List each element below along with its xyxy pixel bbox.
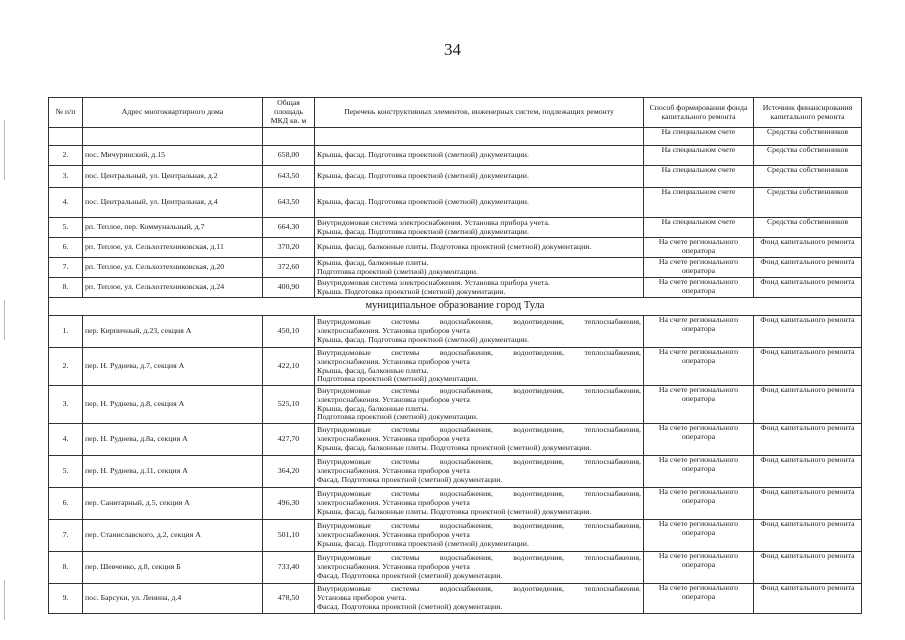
works-line: Крыша, фасад, балконные плиты. Подготовка проектной (сметной) документации. <box>317 507 592 516</box>
table-row <box>49 520 862 552</box>
table-row <box>49 386 862 424</box>
scan-margin-mark <box>4 580 5 620</box>
row-finance-source: Средства собственников <box>754 218 862 238</box>
row-number <box>49 128 83 146</box>
row-finance-source: Фонд капитального ремонта <box>754 424 862 456</box>
header-area: Общая площадь МКД кв. м <box>263 98 315 128</box>
row-works <box>315 128 644 146</box>
row-fund-method: На счете регионального оператора <box>644 348 754 386</box>
row-number: 4. <box>49 424 83 456</box>
works-line: электроснабжения. Установка приборов учета <box>317 395 470 404</box>
row-address: пос. Барсуки, ул. Ленина, д.4 <box>83 584 263 614</box>
row-address: пер. Н. Руднева, д.7, секция А <box>83 348 263 386</box>
row-fund-method: На счете регионального оператора <box>644 584 754 614</box>
section-title: муниципальное образование город Тула <box>49 298 862 316</box>
works-line: Крыша. Подготовка проектной (сметной) документации. <box>317 287 506 296</box>
works-line: Внутридомовые системы водоснабжения, водоотведения, теплоснабжения, <box>317 458 641 467</box>
table-row <box>49 456 862 488</box>
works-line: Крыша, фасад. Подготовка проектной (сметной) документации. <box>317 539 529 548</box>
row-area: 496,30 <box>263 488 315 520</box>
row-address: пос. Мичуринский, д.15 <box>83 146 263 166</box>
works-line: Установка приборов учета. <box>317 594 407 603</box>
row-finance-source: Фонд капитального ремонта <box>754 488 862 520</box>
works-line: Внутридомовые системы водоснабжения, водоотведения, теплоснабжения, <box>317 426 641 435</box>
table-row <box>49 552 862 584</box>
row-works <box>315 218 644 238</box>
row-number: 9. <box>49 584 83 614</box>
row-number: 6. <box>49 488 83 520</box>
row-address: пос. Центральный, ул. Центральная, д.4 <box>83 188 263 218</box>
row-area: 400,90 <box>263 278 315 298</box>
table-row <box>49 348 862 386</box>
row-works <box>315 552 644 584</box>
row-finance-source: Фонд капитального ремонта <box>754 386 862 424</box>
row-number: 2. <box>49 348 83 386</box>
works-line: Внутридомовые системы водоснабжения, водоотведения, теплоснабжения, <box>317 386 641 395</box>
table-row <box>49 166 862 188</box>
row-fund-method: На счете регионального оператора <box>644 488 754 520</box>
row-number: 5. <box>49 456 83 488</box>
works-line: Внутридомовые системы водоснабжения, водоотведения, теплоснабжения, <box>317 318 641 327</box>
row-finance-source: Фонд капитального ремонта <box>754 316 862 348</box>
row-area: 478,50 <box>263 584 315 614</box>
table-row <box>49 188 862 218</box>
row-address: пер. Станиславского, д.2, секция А <box>83 520 263 552</box>
row-works <box>315 188 644 218</box>
row-fund-method: На специальном счете <box>644 188 754 218</box>
row-fund-method: На счете регионального оператора <box>644 238 754 258</box>
row-finance-source: Фонд капитального ремонта <box>754 238 862 258</box>
works-line: Крыша, фасад, балконные плиты. <box>317 404 429 413</box>
row-works <box>315 456 644 488</box>
works-line: Крыша, фасад, балконные плиты. <box>317 366 429 375</box>
row-area: 643,50 <box>263 166 315 188</box>
table-row <box>49 316 862 348</box>
row-area: 450,10 <box>263 316 315 348</box>
row-fund-method: На специальном счете <box>644 146 754 166</box>
works-line: Фасад. Подготовка проектной (сметной) документации. <box>317 475 503 484</box>
row-fund-method: На счете регионального оператора <box>644 386 754 424</box>
row-number: 2. <box>49 146 83 166</box>
row-address: рп. Теплое, пер. Коммунальный, д.7 <box>83 218 263 238</box>
table-row <box>49 128 862 146</box>
row-finance-source: Фонд капитального ремонта <box>754 348 862 386</box>
row-address: пер. Н. Руднева, д.8, секция А <box>83 386 263 424</box>
row-fund-method: На специальном счете <box>644 166 754 188</box>
row-fund-method: На счете регионального оператора <box>644 316 754 348</box>
works-line: Крыша, фасад, балконные плиты. <box>317 258 429 267</box>
row-area: 664,30 <box>263 218 315 238</box>
row-works <box>315 238 644 258</box>
row-address: пер. Шевченко, д.8, секция Б <box>83 552 263 584</box>
row-finance-source: Фонд капитального ремонта <box>754 584 862 614</box>
row-area: 643,50 <box>263 188 315 218</box>
row-address: пер. Кирпичный, д.23, секция А <box>83 316 263 348</box>
row-fund-method: На счете регионального оператора <box>644 278 754 298</box>
header-works: Перечень конструктивных элементов, инженерных систем, подлежащих ремонту <box>315 98 644 128</box>
table-body-top <box>49 128 862 298</box>
row-works <box>315 348 644 386</box>
row-address: рп. Теплое, ул. Сельхозтехниковская, д.20 <box>83 258 263 278</box>
works-line: Подготовка проектной (сметной) документации. <box>317 413 478 422</box>
works-line: Внутридомовые системы водоснабжения, водоотведения, теплоснабжения, <box>317 522 641 531</box>
row-number: 6. <box>49 238 83 258</box>
table-row <box>49 278 862 298</box>
row-works <box>315 488 644 520</box>
row-number: 8. <box>49 278 83 298</box>
row-area: 658,00 <box>263 146 315 166</box>
row-area: 525,10 <box>263 386 315 424</box>
row-finance-source: Средства собственников <box>754 146 862 166</box>
row-fund-method: На счете регионального оператора <box>644 552 754 584</box>
row-works <box>315 424 644 456</box>
row-address: рп. Теплое, ул. Сельхозтехниковская, д.11 <box>83 238 263 258</box>
row-works <box>315 258 644 278</box>
row-fund-method: На специальном счете <box>644 218 754 238</box>
row-finance-source: Фонд капитального ремонта <box>754 520 862 552</box>
works-line: Внутридомовые системы водоснабжения, водоотведения, теплоснабжения, <box>317 348 641 357</box>
works-line: Крыша, фасад. Подготовка проектной (сметной) документации. <box>317 172 529 181</box>
works-line: электроснабжения. Установка приборов учета <box>317 499 470 508</box>
row-area: 372,60 <box>263 258 315 278</box>
row-address: рп. Теплое, ул. Сельхозтехниковская, д.24 <box>83 278 263 298</box>
table-row <box>49 238 862 258</box>
header-address: Адрес многоквартирного дома <box>83 98 263 128</box>
works-line: Внутридомовые системы водоснабжения, водоотведения, теплоснабжения, <box>317 490 641 499</box>
row-number: 4. <box>49 188 83 218</box>
table-row <box>49 488 862 520</box>
row-fund-method: На счете регионального оператора <box>644 258 754 278</box>
works-line: Внутридомовая система электроснабжения. Установка прибора учета. <box>317 278 550 287</box>
row-address: пос. Центральный, ул. Центральная, д.2 <box>83 166 263 188</box>
works-line: Фасад. Подготовка проектной (сметной) документации. <box>317 602 503 611</box>
row-number: 8. <box>49 552 83 584</box>
row-finance-source: Фонд капитального ремонта <box>754 456 862 488</box>
row-finance-source: Средства собственников <box>754 166 862 188</box>
row-number: 5. <box>49 218 83 238</box>
works-line: Крыша, фасад. Подготовка проектной (сметной) документации. <box>317 198 529 207</box>
row-fund-method: На счете регионального оператора <box>644 424 754 456</box>
works-line: Крыша, фасад, балконные плиты. Подготовка проектной (сметной) документации. <box>317 443 592 452</box>
row-area: 364,20 <box>263 456 315 488</box>
row-works <box>315 386 644 424</box>
works-line: электроснабжения. Установка приборов учета <box>317 435 470 444</box>
row-fund-method: На специальном счете <box>644 128 754 146</box>
row-area: 370,20 <box>263 238 315 258</box>
works-line: Крыша, фасад. Подготовка проектной (сметной) документации. <box>317 227 529 236</box>
table-row <box>49 146 862 166</box>
row-fund-method: На счете регионального оператора <box>644 520 754 552</box>
works-line: Крыша, фасад. Подготовка проектной (сметной) документации. <box>317 151 529 160</box>
header-num: № п/п <box>49 98 83 128</box>
row-works <box>315 166 644 188</box>
row-number: 1. <box>49 316 83 348</box>
row-finance-source: Средства собственников <box>754 188 862 218</box>
row-finance-source: Фонд капитального ремонта <box>754 278 862 298</box>
works-line: Подготовка проектной (сметной) документации. <box>317 375 478 384</box>
row-area: 733,40 <box>263 552 315 584</box>
page-number: 34 <box>444 40 461 59</box>
row-works <box>315 520 644 552</box>
row-area <box>263 128 315 146</box>
row-number: 7. <box>49 258 83 278</box>
works-line: Фасад. Подготовка проектной (сметной) документации. <box>317 571 503 580</box>
row-finance-source: Фонд капитального ремонта <box>754 552 862 584</box>
works-line: Крыша, фасад. Подготовка проектной (сметной) документации. <box>317 335 529 344</box>
row-address <box>83 128 263 146</box>
row-number: 7. <box>49 520 83 552</box>
row-works <box>315 316 644 348</box>
repair-program-table <box>48 97 862 614</box>
row-works <box>315 278 644 298</box>
works-line: электроснабжения. Установка приборов учета <box>317 327 470 336</box>
row-fund-method: На счете регионального оператора <box>644 456 754 488</box>
table-section <box>49 298 862 316</box>
header-fund: Способ формирования фонда капитального ремонта <box>644 98 754 128</box>
works-line: Подготовка проектной (сметной) документации. <box>317 267 478 276</box>
table-row <box>49 218 862 238</box>
works-line: Крыша, фасад, балконные плиты. Подготовка проектной (сметной) документации. <box>317 243 592 252</box>
works-line: Внутридомовые системы водоснабжения, водоотведения, теплоснабжения. <box>317 585 641 594</box>
row-address: пер. Санитарный, д.5, секция А <box>83 488 263 520</box>
scan-margin-mark <box>4 120 5 180</box>
header-source: Источник финансирования капитального ремонта <box>754 98 862 128</box>
row-address: пер. Н. Руднева, д.11, секция А <box>83 456 263 488</box>
row-area: 501,10 <box>263 520 315 552</box>
scan-margin-mark <box>4 300 5 340</box>
row-address: пер. Н. Руднева, д.8а, секция А <box>83 424 263 456</box>
row-number: 3. <box>49 166 83 188</box>
table-row <box>49 584 862 614</box>
works-line: Внутридомовые системы водоснабжения, водоотведения, теплоснабжения, <box>317 554 641 563</box>
table-row <box>49 258 862 278</box>
row-area: 422,10 <box>263 348 315 386</box>
works-line: электроснабжения. Установка приборов учета <box>317 357 470 366</box>
row-works <box>315 584 644 614</box>
works-line: электроснабжения. Установка приборов учета <box>317 531 470 540</box>
row-area: 427,70 <box>263 424 315 456</box>
table-header-row <box>49 98 862 128</box>
table-body-bottom <box>49 316 862 614</box>
works-line: электроснабжения. Установка приборов учета <box>317 563 470 572</box>
works-line: Внутридомовая система электроснабжения. Установка прибора учета. <box>317 218 550 227</box>
row-works <box>315 146 644 166</box>
table-row <box>49 424 862 456</box>
row-number: 3. <box>49 386 83 424</box>
row-finance-source: Средства собственников <box>754 128 862 146</box>
works-line: электроснабжения. Установка приборов учета <box>317 467 470 476</box>
row-finance-source: Фонд капитального ремонта <box>754 258 862 278</box>
